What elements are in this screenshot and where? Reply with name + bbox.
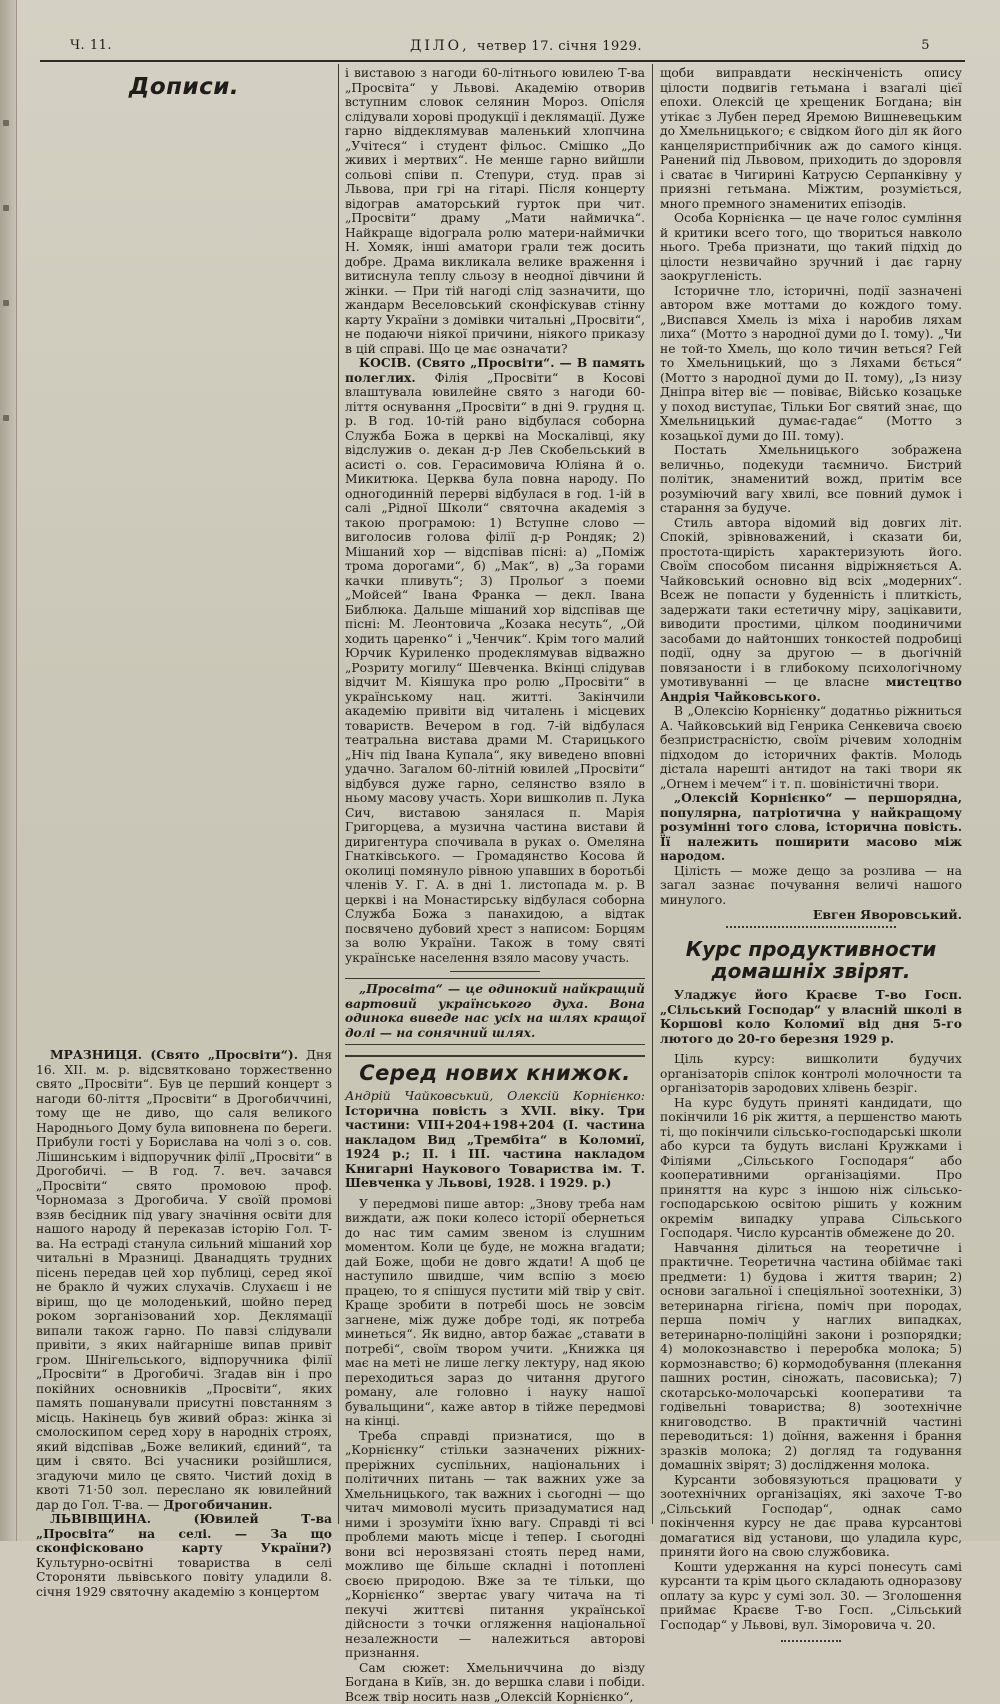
column-3: [660, 66, 962, 1536]
article-kosiv: [345, 356, 645, 965]
article-kosiv-body: Філія „Просвіти“ в Косові влаштувала ювилейне свято з нагоди 60-ліття оснування „Просвіти“ в дні 9. грудня ц. р. В год. 10-тій рано відбулася соборна Служба Божа в церкві на Москалівці, яку відслужив о. декан д-р Лев Скобельський в асисті о. сов. Герасимовича Юліяна й о. Микитюка. Церква була повна народу. По одногодинній перерві відбулася в год. 1-ій в салі „Рідної Школи“ святочна академія з такою програмою: 1) Вступне слово — виголосив голова філії д-р Рондяк; 2) Мішаний хор — відспівав пісні: а) „Поміж трома дорогами“, б) „Мак“, в) „За горами качки пливуть“; 3) Прольоґ з поеми „Мойсей“ Івана Франка — декл. Івана Библюка. Дальше мішаний хор відспівав ще пісні: М. Леонтовича „Козака несуть“, „Ой ходить царенко“ і „Ченчик“. Крім того малий Юрчик Куриленко продеклямував відважно „Розриту могилу“ Шевченка. Вкінці слідував відчит М. Кіяшука про ролю „Просвіти“ в українському нац. житті. Закінчили академію привіти від читалень і місцевих товариств. Вечером в год. 7-ій відбулася театральна вистава драми М. Старицького „Ніч під Івана Купала“, яку виведено вповні удачно. Загалом 60-літній ювилей „Просвіти“ відбувся дуже гарно, селянство взяло в ньому масову участь. Хори вишколив п. Лука Сич, виставою занялася п. Марія Григорцева, а музична частина вистави й диригентура спочивала в руках о. Омеляна Гнатківського. — Громадянство Косова й околиці помянуло рівною упавших в боротьбі членів У. Г. А. в дні 1. листопада м. р. В церкві і на Монастирську відбулася соборна Служба Божа з панахидою, а відтак посвячено дубовий хрест з написом: Борцям за волю України. Також в тому святі українське населення взяло масову участь.: [345, 371, 645, 965]
course-p5: Кошти удержання на курсі понесуть самі курсанти та крім цього складають одноразову оплату за курс у сумі зол. 30. — Зголошення приймає Краєве Т-во Госп. „Сільський Господар“ у Львові, вул. Зіморовича ч. 20.: [660, 1560, 962, 1633]
header-rule: [40, 60, 965, 62]
review-c5-emphasis: мистецтво Андрія Чайковського.: [660, 674, 962, 704]
course-subheading: Уладжує його Краєве Т-во Госп. „Сільський Господар“ у власній школі в Коршові коло Коломиї від дня 5-го лютого до 20-го березня 1929 р.: [660, 988, 962, 1046]
review-c6: В „Олексію Корнієнку“ додатньо ріжниться А. Чайковський від Генрика Сенкевича своєю безпристрасністю, своїм річевим холоднім підходом до історичних фактів. Молодь дістала нарешті антидот на такі твори як „Огнем і мечем“ і т. п. шовіністичні твори.: [660, 704, 962, 791]
article-mraznytsia-signature: Дрогобичанин.: [163, 1497, 272, 1512]
blank-space: [36, 100, 332, 1048]
review-signature: Евген Яворовський.: [660, 907, 962, 922]
article-mraznytsia-body: Дня 16. XII. м. р. відсвятковано торжественно свято „Просвіти“. Був це перший концерт з нагоди 60-ліття „Просвіти“ в Дрогобиччині, тому ще не диво, що саля великого Народнього Дому була виповнена по береги. Прибули гості у Борислава на чолі з о. сов. Лішинським і відпоручник філії „Просвіти“ в Дрогобичі. — В год. 7. веч. зачався „Просвіти“ свято промовою проф. Чорномаза з Дрогобича. У своїй промові взяв бесідник під увагу значіння освіти для нашого народу й переказав історію Гол. Т-ва. На естраді станула сильний мішаний хор читальні в Мразниці. Дванадцять трудних пісень передав цей хор публиці, серед якої не бракло й чужих слухачів. Слухаєш і не віриш, що це молоденький, шойно перед роком зорганізований хор. Деклямації випали також гарно. По павзі слідували привіти, з яких найгарніше випав привіт гром. Шнігельського, відпоручника філії „Просвіти“ в Дрогобичі. Згадав він і про покійних основників „Просвіти“, яких память пошанували присутні повстанням з місць. Накінець був живий образ: жінка зі смолоскипом серед хору в народніх строях, який відспівав „Боже великий, єдиний“, та цим і свято. Всі учасники розійшлися, згадуючи мило це свято. Чистий дохід в квоті 71·50 зол. переслано як ювилейний дар до Гол. Т-ва. —: [36, 1048, 332, 1512]
review-p2: Треба справді признатися, що в „Корнієнку“ стільки зазначених ріжних-преріжних суспільних, національних і політичних питань — так важних уже за Хмельницького, так важних і сьогодні — що читач мимоволі мусить призадуматися над ними і зрозуміти їхню вагу. Справді ті всі проблеми мають місце і тепер. І сьогодні вони всі нерозвязані стоять перед нами, можливо ще більше складні і потоплені своєю природою. Вже за те тільки, що „Корнієнко“ звертає увагу читача на ті пекучі життєві питання української дійсности з точки огляження національної незалежности — належиться авторові признання.: [345, 1429, 645, 1661]
course-p2: На курс будуть приняті кандидати, що покінчили 16 рік життя, а першенство мають ті, що покінчили сільсько-господарські школи або курси та будуть вислані Кружками і Філіями „Сільського Господаря“ або кооперативними організаціями. Про приняття на курс з іншою ніж сільсько-господарською освітою рішить у кожним окремім випадку управа Сільського Господаря. Число курсантів обмежене до 20.: [660, 1096, 962, 1241]
paper-name: ДІЛО,: [410, 38, 470, 54]
page-header: [40, 38, 960, 58]
article-lvivshchyna-lead: ЛЬВІВЩИНА. (Ювилей Т-ва „Просвіта“ на селі. — За що сконфісковано карту України?): [36, 1511, 332, 1555]
course-p4: Курсанти зобовязуються працювати у зоотехнічних організаціях, які захоче Т-во „Сільський Господар“, однак само покінчення курсу не дає права курсантові домагатися від установи, що уладила курс, приняти його на свою службовика.: [660, 1473, 962, 1560]
masthead-line: [410, 38, 642, 54]
review-p1: У передмові пише автор: „Знову треба нам виждати, аж поки колесо історії обернеться до нас тим самим звеном із слушним моментом. Коли це буде, не можна вгадати; дай Боже, щоби не довго ждати! А щоб це наступило швидше, чим вспію з моєю працею, то я спішуся пустити мій твір у світ. Краще зробити в потребі шось не зовсім загнене, між дуже добре тоді, як потреба минеться“. Як видно, автор бажає „ставати в потребі“, своїм твором учити. „Книжка ця має на меті не лише легку лектуру, над якою переходиться зараз до читання другого роману, але головно і науку нашої бувальщини“, каже автор в тійже передмові на кінці.: [345, 1197, 645, 1429]
article-mraznytsia-lead: МРАЗНИЦЯ. (Свято „Просвіти“).: [50, 1047, 298, 1062]
books-rule: [345, 1055, 645, 1057]
section-heading-books: Серед нових книжок.: [345, 1061, 645, 1085]
review-c4: Постать Хмельницького зображена величньо, подекуди таємничо. Бистрий політик, знаменитий вожд, притім все розуміючий вагу хвилі, все повний думок і старання за будуче.: [660, 443, 962, 516]
prosvita-notice: „Просвіта“ — це одинокий найкращий вартовий українського духа. Вона одинока виведе нас усіх на шлях кращої долі — на сонячний шлях.: [345, 982, 645, 1040]
course-p1: Ціль курсу: вишколити будучих організаторів спілок контролі молочности та організаторів зародових хлівень безріг.: [660, 1052, 962, 1096]
course-p3: Навчання ділиться на теоретичне і практичне. Теоретична частина обіймає такі предмети: 1) будова і життя тварин; 2) основи загальної і спеціяльної зоотехніки, 3) ветеринарна гігієна, поміч при породах, перша поміч у наглих випадках, ветеринарно-поліційні закони і розпорядки; 4) молокознавство і переробка молока; 5) кормознавство; 6) кормодобування (плекання пашних ростин, сіножать, пасовиська); 7) скотарсько-молочарські кооперативи та годівельні товариства; 8) зоотехнічне книговодство. В практичній частині переводиться: 1) доїння, важення і брання зразків молока; 2) догляд та годування домашніх звірят; 3) дослідження молока.: [660, 1241, 962, 1473]
review-p3: Сам сюжет: Хмельниччина до візду Богдана в Київ, зн. до вершка слави і побіди. Всеж твір носить назв „Олексій Корнієнко“,: [345, 1661, 645, 1704]
article-kosiv-lead: КОСІВ. (Свято „Просвіти“. — В память полеглих.: [345, 355, 645, 385]
divider-end: [781, 1640, 841, 1642]
article-mraznytsia: [36, 1048, 332, 1512]
article-lvivshchyna-body: Культурно-освітні товариства в селі Стороняти львівського повіту уладили 8. січня 1929 святочну академію з концертом: [36, 1556, 332, 1599]
notice-rule-top: [345, 978, 645, 979]
divider: [450, 971, 540, 972]
review-c1: щоби виправдати нескінченість опису цілости подвигів гетьмана і взагалі цієї епохи. Олексій це хрещеник Богдана; він утікає з Лубен перед Яремою Вишневецьким до Хмельницького; є свідком його діл як його канцеляристприбічник аж до самого кінця. Ранений під Львовом, приходить до здоровля і сватає в Чигирині Катрусю Серпанківну у приязні гетьмана. Міжтим, розуміється, много премного знаменитих епізодів.: [660, 66, 962, 211]
column-2: [345, 66, 645, 1536]
book-entry: [345, 1089, 645, 1191]
section-heading-course: Курс продуктивности домашніх звірят.: [660, 938, 962, 982]
column-divider-2: [652, 64, 653, 1524]
issue-date: четвер 17. січня 1929.: [477, 39, 642, 54]
review-c8: Цілість — може дещо за розлива — на загал зазнає почування величі нашого минулого.: [660, 864, 962, 908]
page-number: 5: [921, 38, 930, 53]
divider-wave: [726, 926, 896, 928]
page-binding-edge: [0, 0, 17, 1541]
review-c2: Особа Корнієнка — це наче голос сумління й критики всего того, що твориться навколо нього. Треба признати, що такий підхід до цілости незвичайно зручний і дає гарну заокругленість.: [660, 211, 962, 284]
issue-label: Ч. 11.: [70, 38, 112, 53]
book-description: Історична повість з XVII. віку. Три частини: VIII+204+198+204 (I. частина накладом Вид „Трембіта“ в Коломиї, 1924 р.; II. і III. частина накладом Книгарні Наукового Товариства ім. Т. Шевченка у Львові, 1928. і 1929. р.): [345, 1103, 645, 1191]
article-lvivshchyna: [36, 1512, 332, 1599]
review-c7: „Олексій Корнієнко“ — першорядна, популярна, патріотична у найкращому розумінні того слова, історична повість. Її належить поширити масово між народом.: [660, 791, 962, 864]
book-authors: Андрій Чайковський, Олексій Корнієнко:: [345, 1088, 645, 1103]
review-c5-body: Стиль автора відомий від довгих літ. Спокій, зрівноважений, і сказати би, простота-щирість характеризують його. Своїм способом писання відріжняється А. Чайковський основно від всіх „модерних“. Всеж не попасти у буденність і плиткість, задержати таки естетичну міру, зацікавити, виводити простими, цілком поодиничими засобами до найтонших тонкостей подробиці події, одну за другою — в дьогічній повязаности і в глибокому психологічному умотивуванні — це власне: [660, 516, 962, 690]
column-divider-1: [338, 64, 339, 1524]
section-heading-dopysy: Дописи.: [36, 74, 332, 100]
review-c5: [660, 516, 962, 705]
column-1: [36, 70, 332, 1535]
article-lvivshchyna-cont: і виставою з нагоди 60-літнього ювилею Т-ва „Просвіта“ у Львові. Академію отворив вступним словок селянин Мороз. Опісля слідували хорові продукції і деклямації. Дуже гарно віддеклямував маленький хлопчина „Учітеся“ і студент фільос. Смішко „До живих і мертвих“. Не менше гарно вийшли сольові співи п. Степури, студ. прав зі Львова, при грі на гітарі. Після концерту відограв аматорський гурток при чит. „Просвіти“ драму „Мати наймичка“. Найкраще відограла ролю матери-наймички Н. Хомяк, інші аматори грали теж досить добре. Драма викликала велике враження і витиснула теплу сльозу в неодної дівчини й жінки. — При тій нагоді слід зазначити, що жандарм Веселовський сконфіскував стінну карту України з домівки читальні „Просвіти“, не подаючи ніякої причини, ніякого приказу в цій справі. Що це має означати?: [345, 66, 645, 356]
notice-rule-bottom: [345, 1044, 645, 1045]
review-c3: Історичне тло, історичні, події зазначені автором вже моттами до кождого тому. „Виспався Хмель із міха і наробив ляхам лиха“ (Мотто з народної думи до I. тому). „Чи не той-то Хмель, що коло тичин веться? Гей то Хмельницький, що з Ляхами бється“ (Мотто з народної думи до II. тому), „Із низу Дніпра вітер віє — повіває, Військо козацьке у поход виступає, Тільки Бог святий знає, що Хмельницький думає-гадає“ (Мотто з козацької думи до III. тому).: [660, 284, 962, 444]
